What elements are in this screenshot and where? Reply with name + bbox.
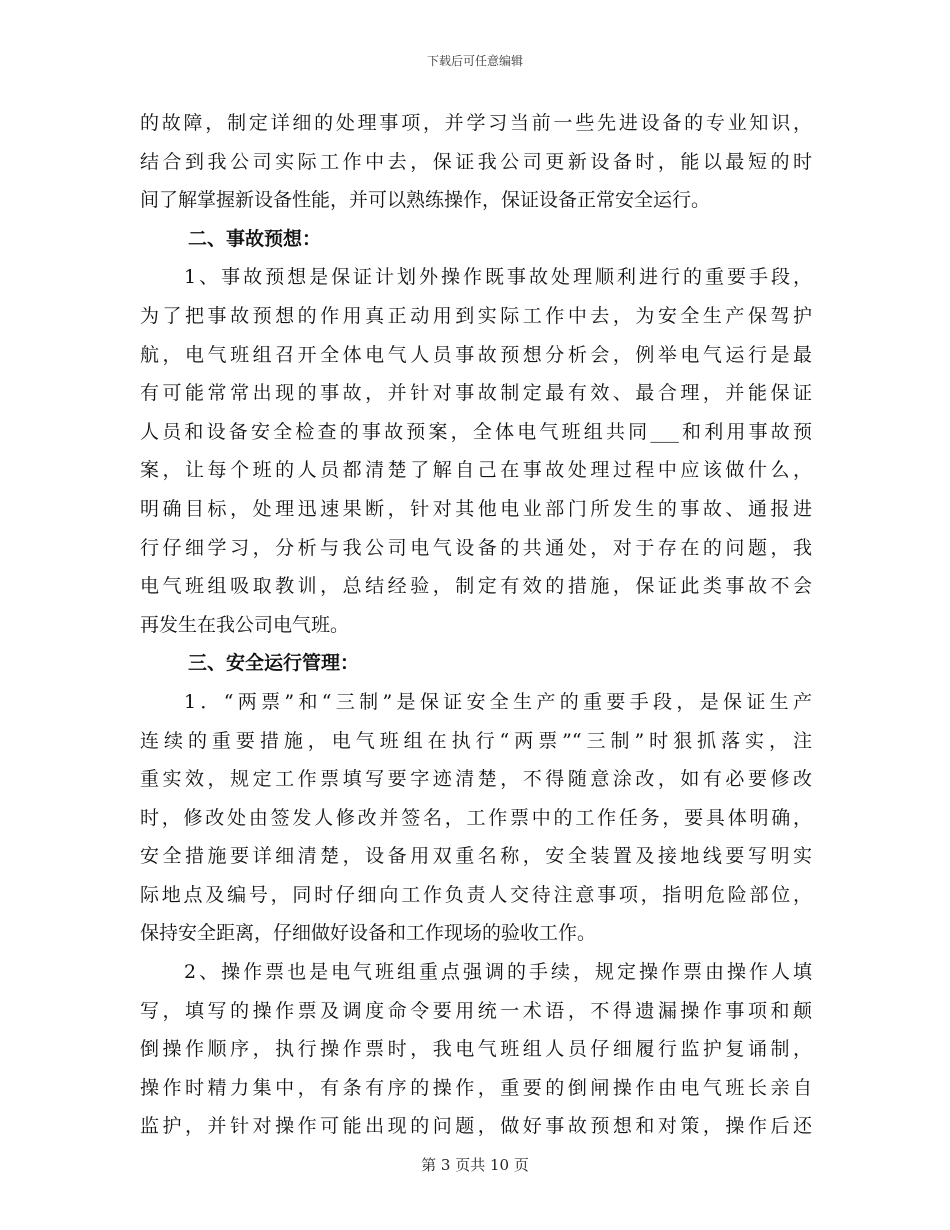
body-line: 再发生在我公司电气班。 [140, 613, 350, 636]
body-line: 案，让每个班的人员都清楚了解自己在事故处理过程中应该做什么， [140, 459, 812, 482]
page-number: 第 3 页共 10 页 [421, 1156, 529, 1174]
body-line: 际地点及编号，同时仔细向工作负责人交待注意事项，指明危险部位， [140, 883, 812, 906]
section-heading: 三、安全运行管理： [188, 652, 360, 675]
body-line: 人员和设备安全检查的事故预案，全体电气班组共同___和利用事故预 [140, 420, 812, 443]
body-line: 重实效，规定工作票填写要字迹清楚，不得随意涂改，如有必要修改 [140, 768, 812, 791]
body-line: 1、事故预想是保证计划外操作既事故处理顺利进行的重要手段， [184, 266, 812, 289]
section-heading: 二、事故预想： [188, 227, 322, 250]
body-line: 监护，并针对操作可能出现的问题，做好事故预想和对策，操作后还 [140, 1115, 812, 1138]
body-line: 行仔细学习，分析与我公司电气设备的共通处，对于存在的问题，我 [140, 536, 812, 559]
body-line: 的故障，制定详细的处理事项，并学习当前一些先进设备的专业知识， [140, 112, 812, 134]
body-line: 时，修改处由签发人修改并签名，工作票中的工作任务，要具体明确， [140, 806, 812, 829]
body-line: 操作时精力集中，有条有序的操作，重要的倒闸操作由电气班长亲自 [140, 1076, 812, 1099]
body-line: 间了解掌握新设备性能，并可以熟练操作，保证设备正常安全运行。 [140, 189, 711, 212]
body-line: 有可能常常出现的事故，并针对事故制定最有效、最合理，并能保证 [140, 382, 812, 405]
body-line: 1．“两票”和“三制”是保证安全生产的重要手段，是保证生产 [184, 690, 812, 713]
body-line: 2、操作票也是电气班组重点强调的手续，规定操作票由操作人填 [184, 961, 812, 984]
body-line: 电气班组吸取教训，总结经验，制定有效的措施，保证此类事故不会 [140, 575, 812, 598]
body-line: 写，填写的操作票及调度命令要用统一术语，不得遗漏操作事项和颠 [140, 999, 812, 1022]
document-body [140, 104, 812, 1146]
body-line: 倒操作顺序，执行操作票时，我电气班组人员仔细履行监护复诵制， [140, 1038, 812, 1061]
body-line: 航，电气班组召开全体电气人员事故预想分析会，例举电气运行是最 [140, 343, 812, 366]
body-line: 保持安全距离，仔细做好设备和工作现场的验收工作。 [140, 922, 597, 945]
body-line: 为了把事故预想的作用真正动用到实际工作中去，为安全生产保驾护 [140, 304, 812, 327]
body-line: 连续的重要措施，电气班组在执行“两票”“三制”时狠抓落实，注 [140, 729, 812, 752]
body-line: 安全措施要详细清楚，设备用双重名称，安全装置及接地线要写明实 [140, 845, 812, 868]
body-line: 明确目标，处理迅速果断，针对其他电业部门所发生的事故、通报进 [140, 497, 812, 520]
page-header: 下载后可任意编辑 [426, 54, 523, 68]
body-line: 结合到我公司实际工作中去，保证我公司更新设备时，能以最短的时 [140, 150, 812, 173]
